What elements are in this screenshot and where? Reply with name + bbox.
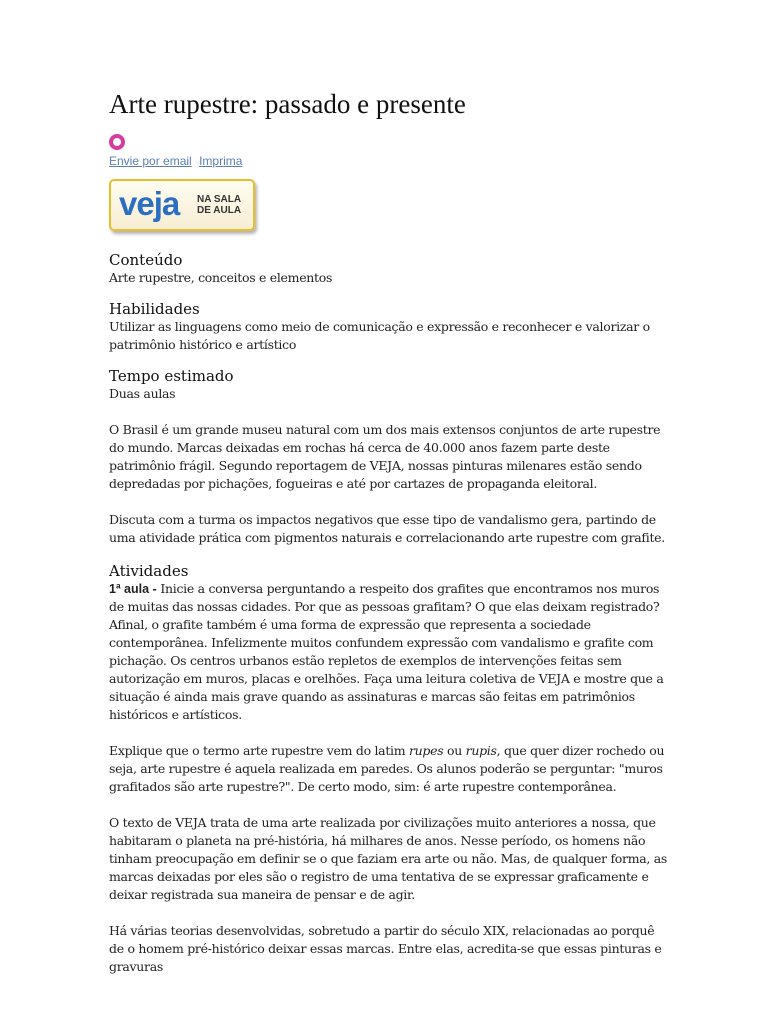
tempo-heading: Tempo estimado (109, 367, 234, 385)
rupestre-paragraph (109, 742, 669, 796)
p2-part-e: , que quer dizer rochedo ou seja, arte rupestre é aquela realizada em paredes. Os alunos poderão se perguntar: "muros grafitados são arte rupestre?". De certo modo, sim: é arte rupestre contemporânea. (109, 743, 665, 794)
habilidades-heading: Habilidades (109, 300, 200, 318)
logo-sub-line-1: NA SALA (197, 194, 242, 205)
intro-paragraph-2: Discuta com a turma os impactos negativos que esse tipo de vandalismo gera, partindo de uma atividade prática com pigmentos naturais e correlacionando arte rupestre com grafite. (109, 512, 665, 545)
atividades-heading: Atividades (109, 562, 189, 580)
logo-word: veja (119, 185, 180, 222)
ring-icon (109, 134, 125, 150)
conteudo-heading: Conteúdo (109, 251, 183, 269)
teorias-paragraph: Há várias teorias desenvolvidas, sobretudo a partir do século XIX, relacionadas ao porquê de o homem pré-histórico deixar essas marcas. Entre elas, acredita-se que essas pinturas e gravuras (109, 923, 662, 974)
veja-logo (109, 179, 255, 231)
p2-rupes: rupes (408, 743, 444, 758)
p2-part-c: ou (443, 743, 466, 758)
intro-paragraph-1: O Brasil é um grande museu natural com um dos mais extensos conjuntos de arte rupestre do mundo. Marcas deixadas em rochas há cerca de 40.000 anos fazem parte deste patrimônio frágil. Segundo reportagem de VEJA, nossas pinturas milenares estão sendo depredadas por pichações, fogueiras e até por cartazes de propaganda eleitoral. (109, 422, 661, 491)
tempo-text: Duas aulas (109, 386, 176, 401)
habilidades-text: Utilizar as linguagens como meio de comunicação e expressão e reconhecer e valorizar o patrimônio histórico e artístico (109, 319, 650, 352)
print-link[interactable]: Imprima (199, 154, 243, 168)
veja-paragraph: O texto de VEJA trata de uma arte realizada por civilizações muito anteriores a nossa, que habitaram o planeta na pré-história, há milhares de anos. Nesse período, os homens não tinham preocupação em definir se o que faziam era arte ou não. Mas, de qualquer forma, as marcas deixadas por eles são o registro de uma tentativa de se expressar graficamente e deixar registrada sua maneira de pensar e de agir. (109, 815, 668, 902)
page-title: Arte rupestre: passado e presente (109, 89, 466, 119)
p2-part-a: Explique que o termo arte rupestre vem do latim (109, 743, 409, 758)
p2-rupis: rupis (465, 743, 497, 758)
aula1-paragraph (109, 580, 669, 724)
logo-sub-line-2: DE AULA (197, 205, 242, 216)
aula1-label: 1ª aula - (109, 582, 157, 596)
email-link[interactable]: Envie por email (109, 154, 192, 168)
article (109, 88, 669, 976)
share-links (109, 154, 669, 168)
aula1-text: Inicie a conversa perguntando a respeito dos grafites que encontramos nos muros de muitas das nossas cidades. Por que as pessoas grafitam? O que elas deixam registrado? Afinal, o grafite também é uma forma de expressão que representa a sociedade contemporânea. Infelizmente muitos confundem expressão com vandalismo e grafite com pichação. Os centros urbanos estão repletos de exemplos de intervenções feitas sem autorização em muros, placas e orelhões. Faça uma leitura coletiva de VEJA e mostre que a situação é ainda mais grave quando as assinaturas e marcas são feitas em patrimônios históricos e artísticos. (109, 581, 664, 722)
logo-subtitle (197, 194, 241, 216)
conteudo-text: Arte rupestre, conceitos e elementos (109, 270, 333, 285)
